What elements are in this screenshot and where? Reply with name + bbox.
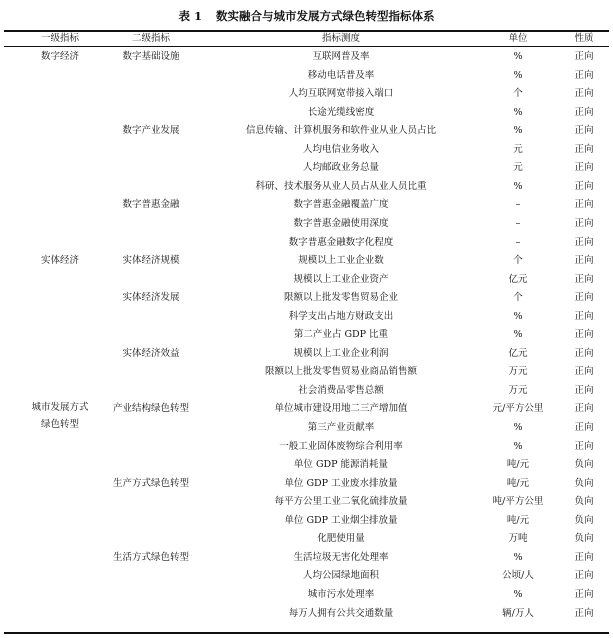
unit-cell: 吨/元	[506, 459, 530, 471]
measure-cell: 规模以上工业企业资产	[293, 273, 389, 285]
table-row	[0, 493, 613, 512]
nature-cell: 正向	[574, 143, 594, 155]
table-row	[0, 252, 613, 271]
level1-cell: 数字经济	[40, 51, 79, 62]
level2-cell	[96, 159, 206, 178]
measure-cell: 数字普惠金融数字化程度	[288, 236, 394, 248]
header-level2: 二级指标	[131, 33, 170, 44]
level1-cell	[20, 567, 100, 586]
level1-cell	[20, 289, 100, 308]
unit-cell: %	[513, 422, 523, 433]
table-row	[0, 549, 613, 568]
measure-cell: 人均公园绿地面积	[302, 570, 379, 582]
table-row	[0, 178, 613, 197]
unit-cell: 吨/元	[506, 477, 530, 489]
unit-cell: %	[513, 551, 523, 563]
level2-cell	[96, 567, 206, 586]
unit-cell: 个	[513, 88, 523, 100]
table-row	[0, 586, 613, 605]
unit-cell: %	[513, 180, 523, 192]
level1-cell	[20, 67, 100, 86]
level1-cell	[20, 271, 100, 290]
unit-cell: –	[515, 236, 521, 248]
measure-cell: 移动电话普及率	[307, 69, 375, 81]
level1-cell	[20, 438, 100, 457]
measure-cell: 科研、技术服务从业人员占从业人员比重	[255, 180, 427, 192]
level1-cell	[20, 345, 100, 364]
level2-cell	[96, 104, 206, 123]
level2-cell: 实体经济发展	[122, 292, 180, 304]
nature-cell: 正向	[574, 273, 594, 285]
table-row	[0, 215, 613, 234]
level2-cell	[96, 493, 206, 512]
table-row	[0, 234, 613, 253]
table-row	[0, 289, 613, 308]
unit-cell: 个	[513, 255, 523, 267]
level1-cell: 实体经济	[40, 255, 79, 267]
header-rule	[4, 46, 609, 47]
level1-cell	[20, 530, 100, 549]
table-row	[0, 196, 613, 215]
level1-cell	[20, 85, 100, 104]
measure-cell: 单位 GDP 工业废水排放量	[284, 477, 398, 489]
measure-cell: 社会消费品零售总额	[298, 384, 384, 396]
table-row	[0, 530, 613, 549]
nature-cell: 正向	[574, 422, 594, 433]
header-level1: 一级指标	[40, 33, 79, 44]
nature-cell: 正向	[574, 162, 594, 174]
level2-cell: 生活方式绿色转型	[112, 551, 189, 563]
measure-cell: 生活垃圾无害化处理率	[293, 551, 389, 563]
level1-cell	[20, 605, 100, 624]
measure-cell: 单位 GDP 工业烟尘排放量	[284, 514, 398, 526]
header-measure: 指标测度	[321, 33, 360, 44]
measure-cell: 城市污水处理率	[307, 588, 375, 600]
table-row	[0, 363, 613, 382]
measure-cell: 一般工业固体废物综合利用率	[279, 440, 403, 452]
level1-cell	[20, 363, 100, 382]
header-nature: 性质	[574, 33, 594, 44]
table-row	[0, 567, 613, 586]
unit-cell: 公顷/人	[502, 570, 534, 582]
nature-cell: 负向	[574, 477, 594, 489]
level1-cell	[20, 475, 100, 494]
unit-cell: 辆/万人	[502, 607, 534, 619]
level2-cell	[96, 271, 206, 290]
level2-cell	[96, 141, 206, 160]
level1-cell	[20, 512, 100, 531]
level1-cell	[20, 178, 100, 197]
measure-cell: 化肥使用量	[317, 533, 365, 545]
level2-cell	[96, 605, 206, 624]
table-row	[0, 159, 613, 178]
level2-cell: 数字普惠金融	[122, 199, 180, 211]
measure-cell: 人均互联网宽带接入端口	[288, 88, 394, 100]
level1-cell	[20, 141, 100, 160]
measure-cell: 人均邮政业务总量	[302, 162, 379, 174]
table-row	[0, 104, 613, 123]
table-row	[0, 326, 613, 345]
level2-cell: 生产方式绿色转型	[112, 477, 189, 489]
level2-cell: 产业结构绿色转型	[112, 403, 189, 415]
level1-cell	[20, 326, 100, 345]
unit-cell: %	[513, 125, 523, 137]
unit-cell: 元	[513, 143, 523, 155]
bottom-rule	[4, 632, 609, 634]
nature-cell: 正向	[574, 255, 594, 267]
unit-cell: %	[513, 329, 523, 341]
level2-cell: 数字产业发展	[122, 125, 180, 137]
unit-cell: %	[513, 310, 523, 322]
measure-cell: 第三产业贡献率	[307, 422, 375, 433]
unit-cell: –	[515, 199, 521, 211]
level2-cell	[96, 530, 206, 549]
level2-cell: 数字基础设施	[122, 51, 180, 62]
level1-cell	[20, 382, 100, 401]
level1-cell	[20, 104, 100, 123]
table-row	[0, 141, 613, 160]
nature-cell: 正向	[574, 570, 594, 582]
unit-cell: 亿元	[508, 347, 528, 359]
level2-cell	[96, 178, 206, 197]
nature-cell: 正向	[574, 51, 594, 62]
unit-cell: 亿元	[508, 273, 528, 285]
level2-cell	[96, 586, 206, 605]
table-row	[0, 345, 613, 364]
nature-cell: 正向	[574, 440, 594, 452]
measure-cell: 科学支出占地方财政支出	[288, 310, 394, 322]
measure-cell: 规模以上工业企业数	[298, 255, 384, 267]
nature-cell: 正向	[574, 217, 594, 229]
nature-cell: 正向	[574, 551, 594, 563]
level2-cell	[96, 438, 206, 457]
level2-cell	[96, 308, 206, 327]
measure-cell: 第二产业占 GDP 比重	[293, 329, 389, 341]
level2-cell: 实体经济规模	[122, 255, 180, 267]
level1-cell	[20, 308, 100, 327]
measure-cell: 每万人拥有公共交通数量	[288, 607, 394, 619]
level2-cell	[96, 215, 206, 234]
nature-cell: 正向	[574, 347, 594, 359]
level2-cell	[96, 363, 206, 382]
measure-cell: 每平方公里工业二氧化硫排放量	[274, 496, 408, 508]
nature-cell: 正向	[574, 69, 594, 81]
level2-cell	[96, 67, 206, 86]
nature-cell: 负向	[574, 459, 594, 471]
nature-cell: 正向	[574, 588, 594, 600]
table-number: 表 1	[178, 9, 202, 23]
level1-cell	[20, 234, 100, 253]
unit-cell: 吨/元	[506, 514, 530, 526]
unit-cell: 万元	[508, 366, 528, 378]
measure-cell: 单位城市建设用地二三产增加值	[274, 403, 408, 415]
level1-cell	[20, 549, 100, 568]
nature-cell: 正向	[574, 366, 594, 378]
measure-cell: 信息传输、计算机服务和软件业从业人员占比	[245, 125, 436, 137]
table-row	[0, 122, 613, 141]
level1-cell	[20, 215, 100, 234]
unit-cell: %	[513, 69, 523, 81]
nature-cell: 正向	[574, 329, 594, 341]
table-caption	[0, 8, 613, 24]
table-row	[0, 67, 613, 86]
nature-cell: 正向	[574, 88, 594, 100]
nature-cell: 正向	[574, 384, 594, 396]
level2-cell	[96, 419, 206, 438]
unit-cell: 个	[513, 292, 523, 304]
nature-cell: 正向	[574, 310, 594, 322]
unit-cell: 万吨	[508, 533, 528, 545]
measure-cell: 单位 GDP 能源消耗量	[293, 459, 389, 471]
unit-cell: 万元	[508, 384, 528, 396]
table-row	[0, 438, 613, 457]
nature-cell: 负向	[574, 496, 594, 508]
table-row	[0, 419, 613, 438]
measure-cell: 数字普惠金融覆盖广度	[293, 199, 389, 211]
level1-cell	[20, 586, 100, 605]
unit-cell: –	[515, 217, 521, 229]
level2-cell: 实体经济效益	[122, 347, 180, 359]
nature-cell: 正向	[574, 199, 594, 211]
unit-cell: 元	[513, 162, 523, 174]
unit-cell: %	[513, 106, 523, 118]
nature-cell: 正向	[574, 125, 594, 137]
measure-cell: 限额以上批发零售贸易企业	[283, 292, 398, 304]
nature-cell: 正向	[574, 403, 594, 415]
table-row	[0, 605, 613, 624]
level1-cell	[20, 159, 100, 178]
table-row	[0, 512, 613, 531]
table-row	[0, 456, 613, 475]
table-title: 数实融合与城市发展方式绿色转型指标体系	[216, 9, 435, 23]
level1-cell: 城市发展方式 绿色转型	[31, 402, 89, 431]
nature-cell: 正向	[574, 236, 594, 248]
unit-cell: %	[513, 51, 523, 62]
table-row	[0, 271, 613, 290]
table-row	[0, 85, 613, 104]
nature-cell: 正向	[574, 106, 594, 118]
measure-cell: 规模以上工业企业利润	[293, 347, 389, 359]
nature-cell: 正向	[574, 292, 594, 304]
header-unit: 单位	[508, 33, 528, 44]
table-row	[0, 382, 613, 401]
measure-cell: 人均电信业务收入	[302, 143, 379, 155]
measure-cell: 数字普惠金融使用深度	[293, 217, 389, 229]
level2-cell	[96, 326, 206, 345]
level1-cell	[20, 493, 100, 512]
nature-cell: 正向	[574, 180, 594, 192]
level2-cell	[96, 512, 206, 531]
nature-cell: 负向	[574, 514, 594, 526]
level2-cell	[96, 234, 206, 253]
measure-cell: 互联网普及率	[312, 51, 370, 62]
measure-cell: 限额以上批发零售贸易业商品销售额	[264, 366, 417, 378]
nature-cell: 负向	[574, 533, 594, 545]
level1-cell	[20, 419, 100, 438]
unit-cell: %	[513, 440, 523, 452]
level2-cell	[96, 382, 206, 401]
level1-cell	[20, 456, 100, 475]
nature-cell: 正向	[574, 607, 594, 619]
level2-cell	[96, 456, 206, 475]
level1-cell	[20, 122, 100, 141]
table-row	[0, 308, 613, 327]
unit-cell: %	[513, 588, 523, 600]
level2-cell	[96, 85, 206, 104]
unit-cell: 元/平方公里	[492, 403, 544, 415]
unit-cell: 吨/平方公里	[492, 496, 544, 508]
table-row	[0, 48, 613, 67]
table-row	[0, 475, 613, 494]
measure-cell: 长途光缆线密度	[307, 106, 375, 118]
level1-cell	[20, 196, 100, 215]
